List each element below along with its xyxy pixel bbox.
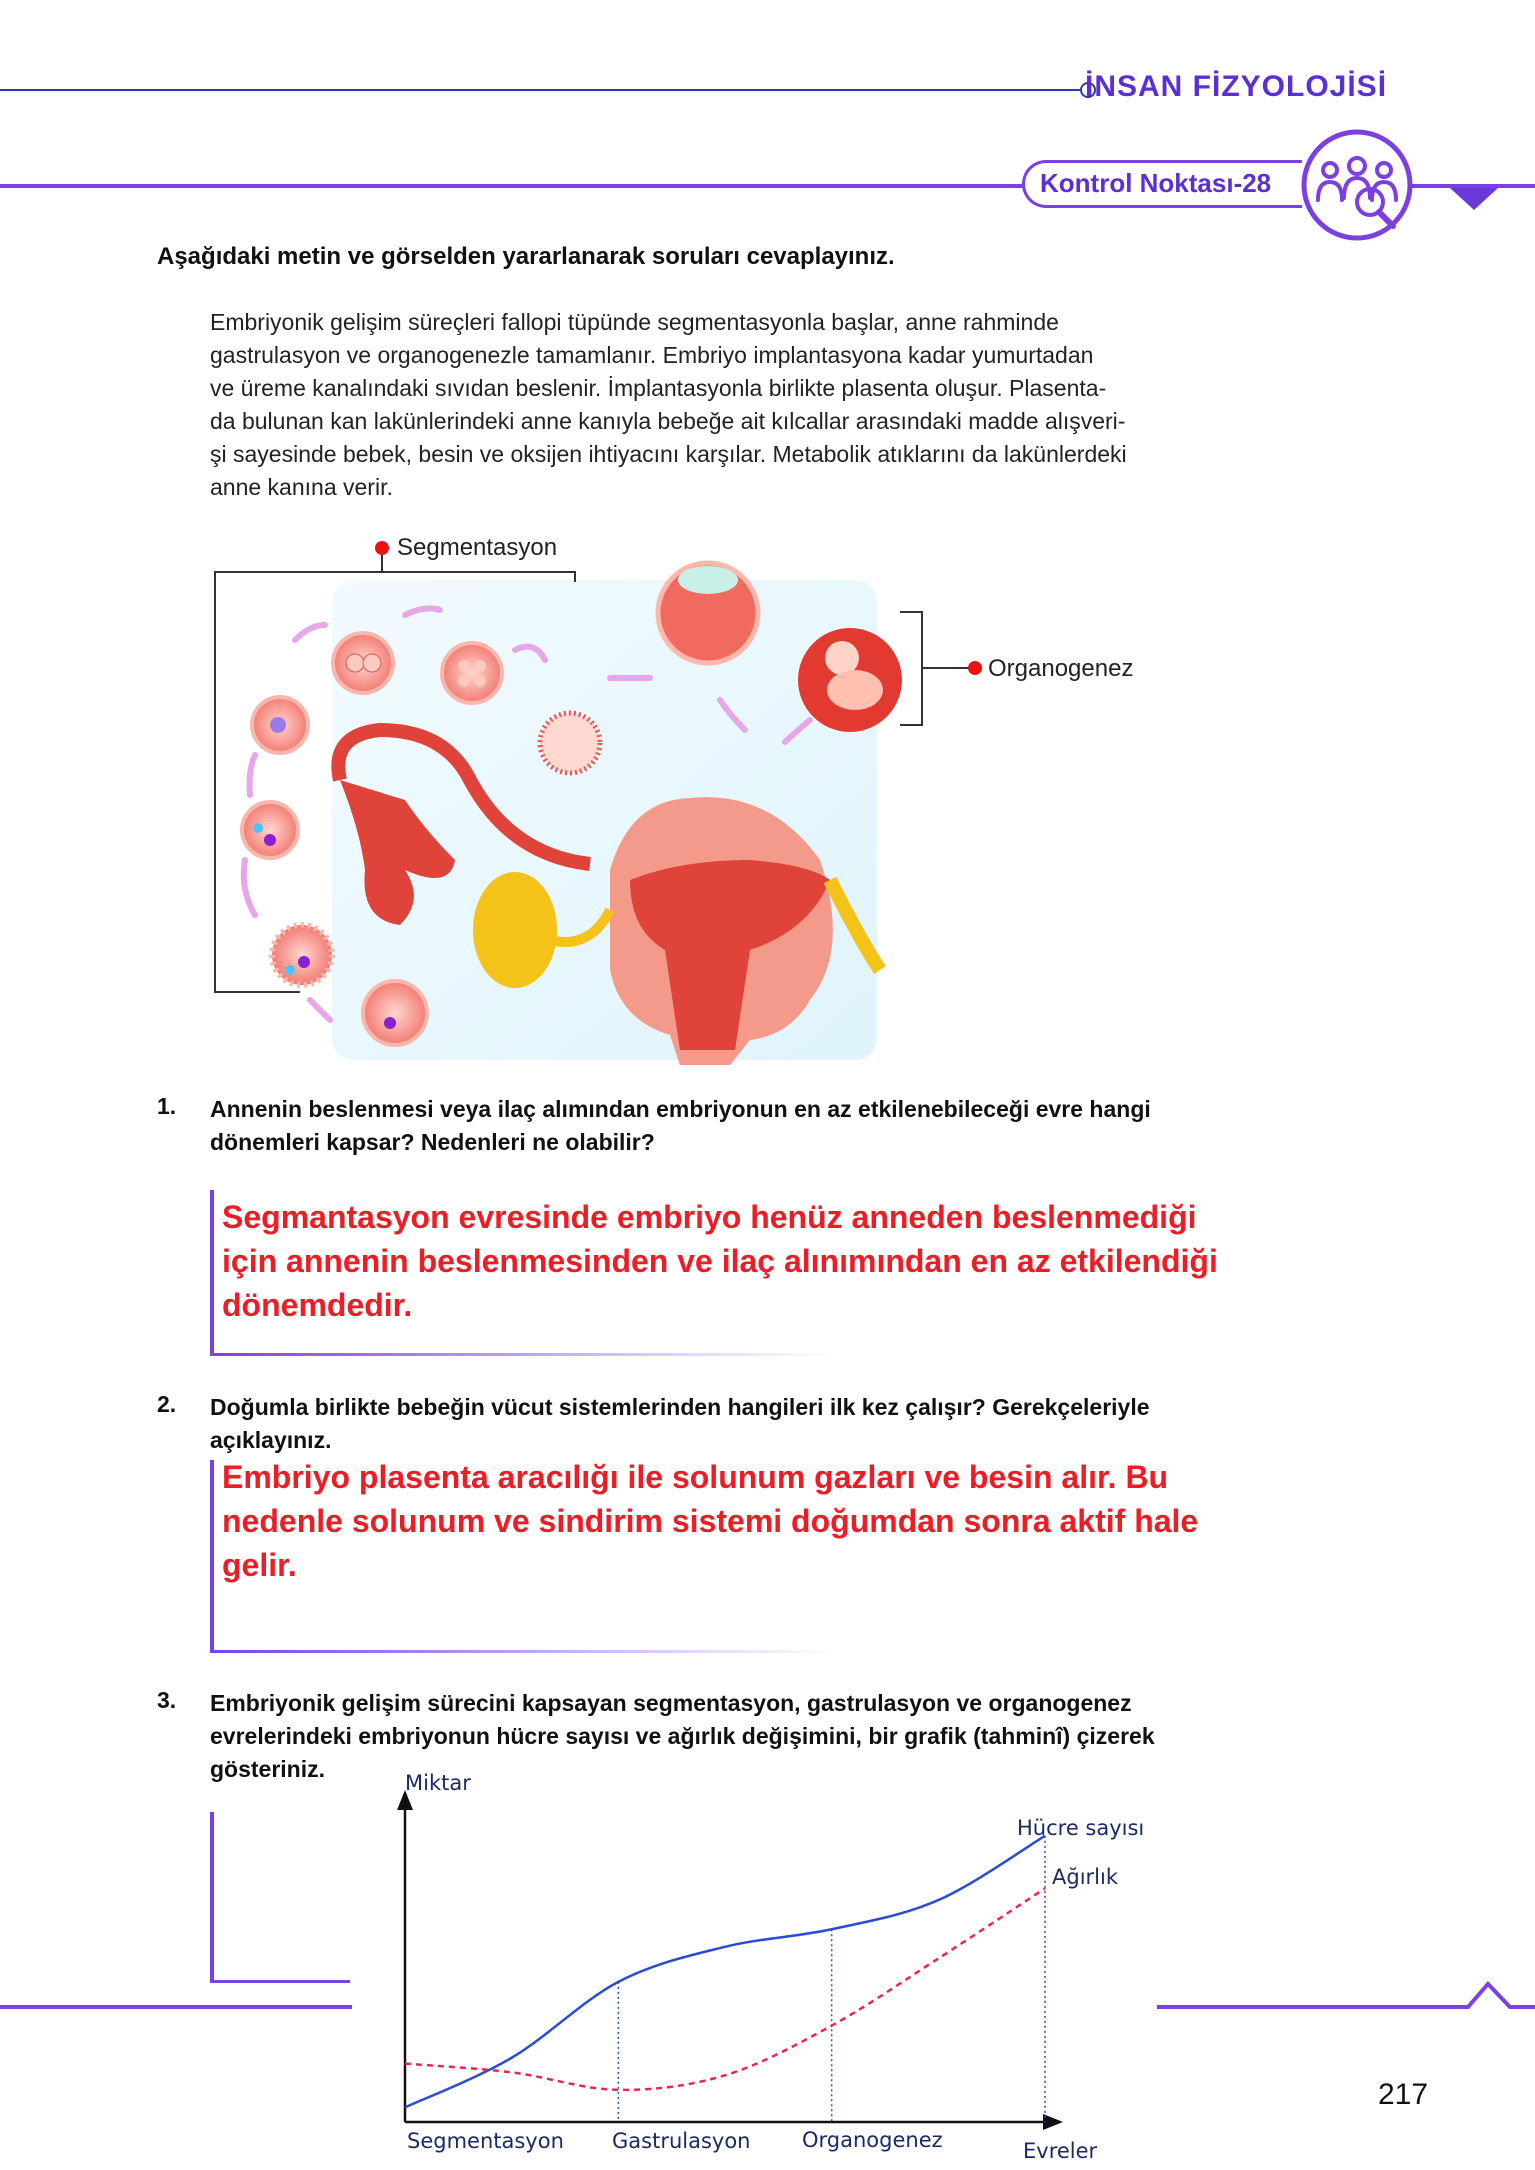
checkpoint-rule — [0, 184, 1025, 188]
checkpoint-triangle — [1450, 188, 1498, 210]
question-text — [210, 1391, 1250, 1457]
answer-text — [222, 1195, 1297, 1327]
header-rule — [0, 89, 1080, 91]
growth-chart — [355, 1770, 1155, 2165]
question-line: gösteriniz. — [210, 1756, 326, 1782]
series-line-agirlik — [405, 1888, 1045, 2090]
x-tick-label: Segmentasyon — [407, 2129, 564, 2153]
x-tick-label: Gastrulasyon — [612, 2129, 751, 2153]
footer-rule-right — [1157, 2005, 1449, 2009]
question-number: 2. — [157, 1391, 177, 1417]
paragraph-line: da bulunan kan lakünlerindeki anne kanıyla bebeğe ait kılcallar arasındaki madde alışveri- — [210, 408, 1126, 434]
organogenesis-label: Organogenez — [988, 655, 1134, 682]
answer-box-line — [210, 1353, 840, 1356]
question-number: 1. — [157, 1093, 177, 1119]
question-line: Annenin beslenmesi veya ilaç alımından embriyonun en az etkilenebileceği evre hangi — [210, 1096, 1151, 1122]
question-line: Doğumla birlikte bebeğin vücut sistemlerinden hangileri ilk kez çalışır? Gerekçeleriyle — [210, 1394, 1150, 1420]
legend-agirlik: Ağırlık — [1052, 1865, 1118, 1889]
y-axis-label: Miktar — [405, 1771, 471, 1795]
answer-text — [222, 1455, 1297, 1587]
people-search-icon — [1300, 128, 1415, 243]
paragraph-line: Embriyonik gelişim süreçleri fallopi tüpünde segmentasyonla başlar, anne rahminde — [210, 309, 1059, 335]
paragraph-line: ve üreme kanalındaki sıvıdan beslenir. İmplantasyonla birlikte plasenta oluşur. Plasenta- — [210, 375, 1107, 401]
section-title: İNSAN FİZYOLOJİSİ — [1085, 70, 1388, 103]
answer-line: için annenin beslenmesinden ve ilaç alınımından en az etkilendiği — [222, 1243, 1218, 1279]
answer-box-line — [210, 1980, 350, 1983]
answer-line: nedenle solunum ve sindirim sistemi doğumdan sonra aktif hale — [222, 1503, 1199, 1539]
x-tick-label: Organogenez — [802, 2128, 943, 2152]
answer-line: gelir. — [222, 1547, 297, 1583]
checkpoint-label: Kontrol Noktası-28 — [1040, 168, 1272, 198]
answer-box-bar — [210, 1812, 214, 1982]
answer-box-bar — [210, 1190, 214, 1355]
paragraph-line: şi sayesinde bebek, besin ve oksijen ihtiyacını karşılar. Metabolik atıklarını da lakünlerdeki — [210, 441, 1127, 467]
footer-rule-left — [0, 2005, 352, 2009]
legend-hucre-sayisi: Hücre sayısı — [1017, 1816, 1145, 1840]
question-line: Embriyonik gelişim sürecini kapsayan segmentasyon, gastrulasyon ve organogenez — [210, 1690, 1132, 1716]
answer-box-line — [210, 1650, 840, 1653]
x-axis-arrow — [1043, 2114, 1063, 2130]
answer-box-bar — [210, 1460, 214, 1652]
series-line-hucre-sayisi — [405, 1836, 1045, 2108]
x-axis-label: Evreler — [1023, 2139, 1098, 2163]
question-line: açıklayınız. — [210, 1427, 332, 1453]
page-number: 217 — [1378, 2078, 1429, 2111]
body-paragraph — [210, 306, 1245, 504]
question-text — [210, 1093, 1250, 1159]
question-number: 3. — [157, 1687, 177, 1713]
answer-line: dönemdedir. — [222, 1287, 413, 1323]
paragraph-line: gastrulasyon ve organogenezle tamamlanır. Embriyo implantasyona kadar yumurtadan — [210, 342, 1094, 368]
question-line: dönemleri kapsar? Nedenleri ne olabilir? — [210, 1129, 655, 1155]
segmentation-label: Segmentasyon — [397, 534, 558, 561]
embryo-development-figure — [210, 530, 1210, 1065]
footer-notch — [1440, 1978, 1535, 2013]
instruction-text: Aşağıdaki metin ve görselden yararlanarak soruları cevaplayınız. — [157, 243, 895, 270]
question-line: evrelerindeki embriyonun hücre sayısı ve ağırlık değişimini, bir grafik (tahminî) çizerek — [210, 1723, 1155, 1749]
answer-line: Embriyo plasenta aracılığı ile solunum gazları ve besin alır. Bu — [222, 1459, 1169, 1495]
answer-line: Segmantasyon evresinde embriyo henüz anneden beslenmediği — [222, 1199, 1197, 1235]
paragraph-line: anne kanına verir. — [210, 474, 393, 500]
